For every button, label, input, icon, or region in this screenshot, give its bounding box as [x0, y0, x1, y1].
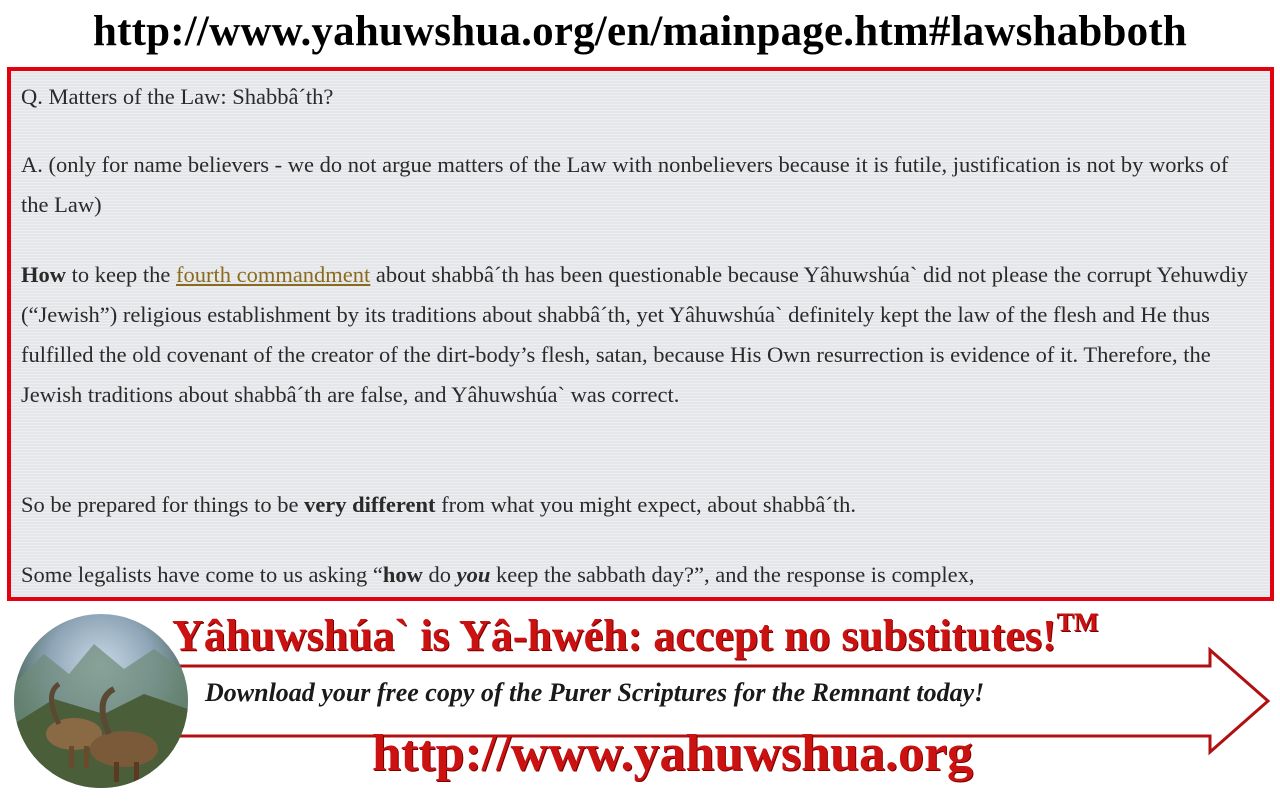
prepared-text-after: from what you might expect, about shabbâ´th.: [435, 492, 857, 517]
how-text-before-link: to keep the: [66, 262, 176, 287]
answer-paragraph: A. (only for name believers - we do not argue matters of the Law with nonbelievers because it is futile, justification is not by works of the Law): [21, 152, 1229, 217]
prepared-text-before: So be prepared for things to be: [21, 492, 305, 517]
page-url-heading: http://www.yahuwshua.org/en/mainpage.htm#lawshabboth: [93, 8, 1187, 55]
very-different-bold: very different: [304, 492, 436, 517]
prepared-paragraph: [21, 485, 856, 525]
question-paragraph: Q. Matters of the Law: Shabbâ´th?: [21, 84, 334, 109]
how-text-after-link: about shabbâ´th has been questionable because Yâhuwshúa` did not please the corrupt Yehuwdiy (“Jewish”) religious establishment by its traditions about shabbâ´th, yet Yâhuwshúa` definitely kept the law of the flesh and He thus fulfilled the old covenant of the creator of the dirt-body’s flesh, satan, because His Own resurrection is evidence of it. Therefore, the Jewish traditions about shabbâ´th are false, and Yâhuwshúa` was correct.: [21, 262, 1248, 407]
how-paragraph: [21, 255, 1261, 415]
legalists-text-middle: do: [422, 562, 457, 587]
banner-url-link[interactable]: http://www.yahuwshua.org: [372, 725, 974, 782]
legalists-text-after: keep the sabbath day?”, and the response is complex,: [490, 562, 975, 587]
ibex-photo: [14, 614, 188, 788]
trademark-symbol: TM: [1056, 608, 1099, 637]
promo-banner[interactable]: [0, 604, 1280, 804]
banner-title: [172, 610, 1252, 662]
you-bold-italic: you: [456, 562, 491, 587]
banner-title-text: Yâhuwshúa` is Yâ-hwéh: accept no substitutes!: [172, 611, 1057, 660]
legalists-text-before: Some legalists have come to us asking “: [21, 562, 383, 587]
how-bold-word: how: [382, 562, 423, 587]
how-bold-text: How: [21, 262, 66, 287]
legalists-paragraph: [21, 555, 975, 595]
ibex-illustration: [14, 614, 188, 788]
banner-subtitle: Download your free copy of the Purer Scriptures for the Remnant today!: [205, 678, 985, 707]
fourth-commandment-link[interactable]: fourth commandment: [175, 262, 371, 287]
content-panel: [7, 67, 1274, 601]
